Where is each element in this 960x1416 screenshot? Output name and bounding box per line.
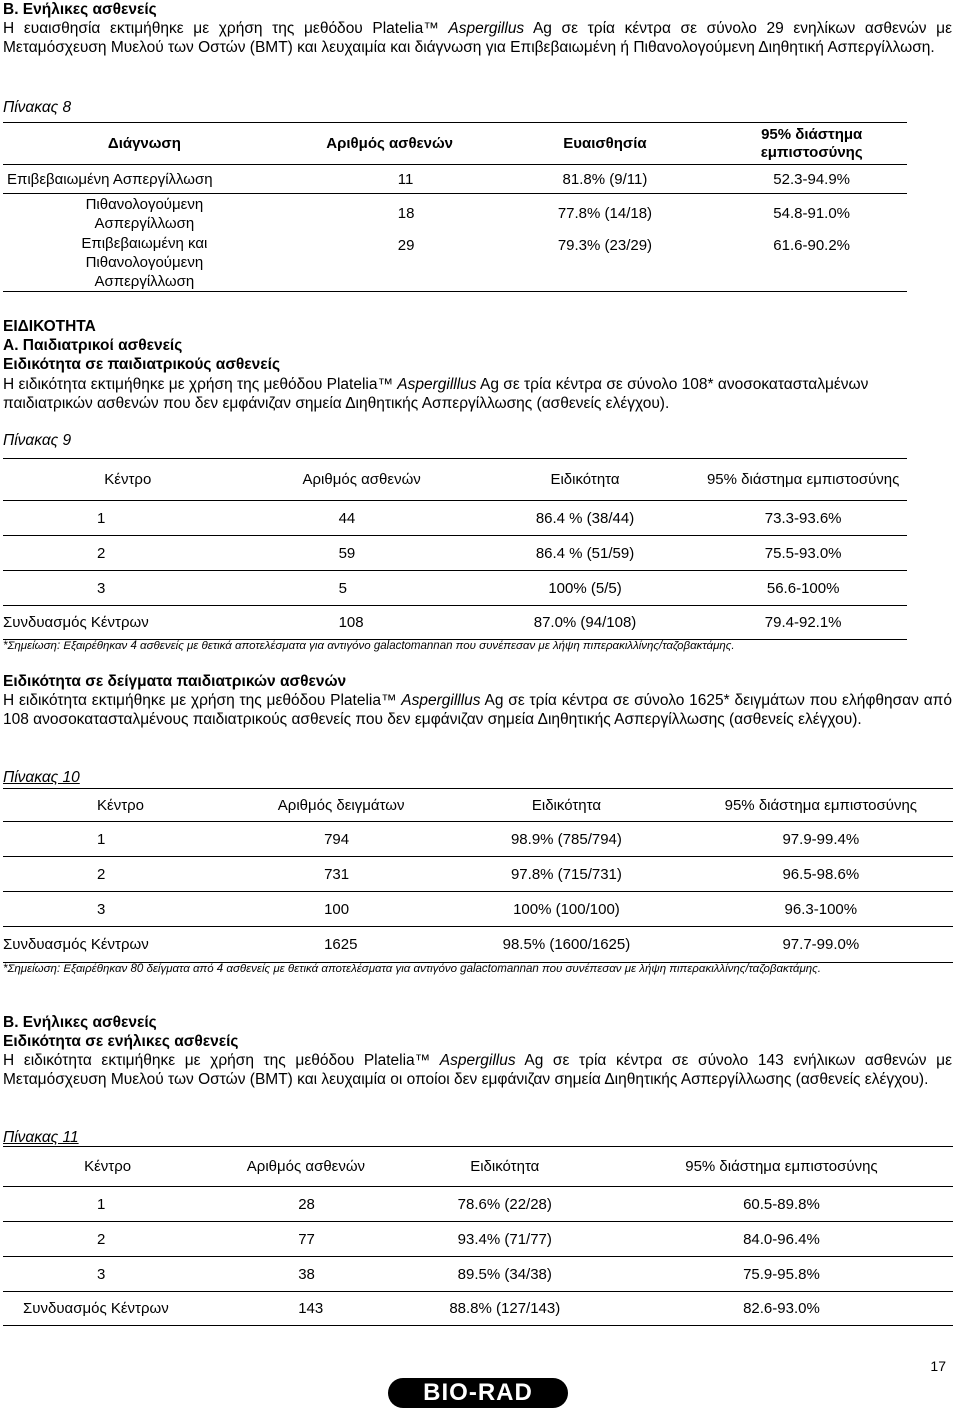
table8-header-cell: Διάγνωση bbox=[107, 135, 181, 152]
table10-cell: 1625 bbox=[324, 936, 358, 953]
table11-cell: 88.8% (127/143) bbox=[449, 1300, 561, 1317]
table10-cell: 97.7-99.0% bbox=[782, 936, 860, 953]
table11-cell: 143 bbox=[298, 1300, 324, 1317]
table8-header-cell: 95% διάστημα εμπιστοσύνης bbox=[760, 125, 863, 161]
table10-cell: 96.5-98.6% bbox=[782, 865, 860, 883]
intro-paragraph: Η ευαισθησία εκτιμήθηκε με χρήση της μεθόδου Platelia™ Aspergillus Ag σε τρία κέντρα σε σύνολο 29 ενηλίκων ασθενών με Μεταμόσχευση Μυελού των Οστών (BMT) και λευχαιμία και διάγνωση για Επιβεβαιωμένη ή Πιθανολογούμενη Διηθητική Ασπεργίλλωση. bbox=[3, 20, 952, 56]
table8-cell: 18 bbox=[397, 205, 415, 223]
table8-cell: 79.3% (23/29) bbox=[557, 236, 653, 254]
table10-cell: Συνδυασμός Κέντρων bbox=[3, 936, 149, 953]
table11-cell: 93.4% (71/77) bbox=[457, 1230, 552, 1248]
table-row bbox=[3, 892, 953, 927]
adult-specificity-heading: Ειδικότητα σε ενήλικες ασθενείς bbox=[3, 1033, 239, 1050]
table-row bbox=[3, 501, 907, 536]
table-row bbox=[3, 165, 907, 194]
table-row bbox=[3, 822, 953, 857]
table9-cell: 86.4 % (38/44) bbox=[535, 509, 635, 527]
table11-header-row bbox=[3, 1147, 953, 1187]
table8-cell: 11 bbox=[397, 170, 414, 188]
table8-cell: 54.8-91.0% bbox=[773, 205, 851, 223]
table11-cell: 2 bbox=[97, 1230, 106, 1248]
table9-cell: 73.3-93.6% bbox=[764, 509, 842, 527]
table10-cell: 794 bbox=[324, 830, 350, 848]
table-row bbox=[3, 1257, 953, 1292]
table10-cell: 100 bbox=[324, 900, 350, 918]
table9-header-cell: Κέντρο bbox=[104, 471, 152, 488]
table9-cell: 44 bbox=[338, 509, 356, 527]
table11-header-cell: Αριθμός ασθενών bbox=[246, 1158, 366, 1175]
table9-note: *Σημείωση: Εξαιρέθηκαν 4 ασθενείς με θετικά αποτελέσματα για αντιγόνο galactomannan που συνέπεσαν με λήψη πιπερακιλλίνης/ταζοβακτάμης. bbox=[3, 640, 735, 652]
table9-header-row bbox=[3, 459, 907, 501]
table10-header-cell: Ειδικότητα bbox=[531, 796, 601, 814]
table10-cell: 96.3-100% bbox=[784, 900, 858, 918]
table9-cell: 1 bbox=[97, 509, 106, 527]
table10-cell: 98.9% (785/794) bbox=[510, 830, 622, 848]
table11-cell: 77 bbox=[298, 1230, 315, 1248]
table10 bbox=[3, 788, 953, 963]
table9-cell: 79.4-92.1% bbox=[764, 614, 842, 631]
table9-cell: 75.5-93.0% bbox=[764, 544, 842, 562]
table11 bbox=[3, 1146, 953, 1326]
table-row bbox=[3, 1222, 953, 1257]
samples-paragraph: Η ειδικότητα εκτιμήθηκε με χρήση της μεθόδου Platelia™ Aspergilllus Ag σε τρία κέντρα σε σύνολο 1625* δειγμάτων που ελήφθησαν από 108 ανοσοκατασταλμένους παιδιατρικούς ασθενείς που δεν εμφάνιζαν σημεία Διηθητικής Ασπεργίλλωσης (ασθενείς ελέγχου). bbox=[3, 692, 952, 728]
specificity-heading: ΕΙΔΙΚΟΤΗΤΑ bbox=[3, 318, 96, 335]
table11-header-cell: Κέντρο bbox=[84, 1158, 132, 1175]
table-row bbox=[3, 194, 907, 234]
table11-cell: 75.9-95.8% bbox=[743, 1265, 820, 1283]
table8-header-cell: Αριθμός ασθενών bbox=[326, 135, 454, 152]
table11-header-cell: 95% διάστημα εμπιστοσύνης bbox=[685, 1157, 878, 1175]
table11-cell: 78.6% (22/28) bbox=[457, 1195, 552, 1213]
table8-cell: 77.8% (14/18) bbox=[557, 205, 653, 223]
table10-cell: 1 bbox=[97, 830, 106, 848]
section-b2-heading: Β. Ενήλικες ασθενείς bbox=[3, 1014, 157, 1031]
table8-cell: 61.6-90.2% bbox=[773, 236, 851, 254]
table10-note: *Σημείωση: Εξαιρέθηκαν 80 δείγματα από 4 ασθενείς με θετικά αποτελέσματα για αντιγόνο galactomannan που συνέπεσαν με λήψη πιπερακιλλίνης/ταζοβακτάμης. bbox=[3, 963, 821, 975]
table10-cell: 731 bbox=[324, 865, 350, 883]
table9-cell: 108 bbox=[338, 614, 364, 631]
table8-header-row bbox=[3, 123, 907, 165]
table9-header-cell: Αριθμός ασθενών bbox=[302, 471, 421, 488]
table10-header-cell: Κέντρο bbox=[97, 796, 145, 814]
table9-cell: 3 bbox=[97, 579, 106, 597]
table9-cell: 56.6-100% bbox=[766, 579, 840, 597]
page-number: 17 bbox=[930, 1358, 946, 1374]
table9-cell: 86.4 % (51/59) bbox=[535, 544, 635, 562]
table10-cell: 3 bbox=[97, 900, 106, 918]
bio-rad-logo: BIO-RAD bbox=[388, 1378, 568, 1408]
table8-header-cell: Ευαισθησία bbox=[563, 135, 647, 152]
table9-cell: 100% (5/5) bbox=[548, 579, 622, 597]
table8-cell: Επιβεβαιωμένη και Πιθανολογούμενη Ασπεργίλλωση bbox=[81, 234, 208, 290]
table9-header-cell: 95% διάστημα εμπιστοσύνης bbox=[706, 470, 900, 488]
table11-caption: Πίνακας 11 bbox=[3, 1129, 79, 1146]
table8-cell: 81.8% (9/11) bbox=[562, 170, 648, 188]
table-row bbox=[3, 1292, 953, 1326]
table11-cell: 28 bbox=[298, 1195, 315, 1213]
section-b-heading: Β. Ενήλικες ασθενείς bbox=[3, 1, 157, 18]
table9-cell: 59 bbox=[338, 544, 356, 562]
table9 bbox=[3, 458, 907, 640]
table10-header-cell: Αριθμός δειγμάτων bbox=[277, 796, 405, 814]
pediatric-specificity-heading: Ειδικότητα σε παιδιατρικούς ασθενείς bbox=[3, 356, 281, 373]
table11-cell: Συνδυασμός Κέντρων bbox=[23, 1300, 169, 1317]
table9-caption: Πίνακας 9 bbox=[3, 432, 72, 449]
table-row bbox=[3, 927, 953, 963]
table10-cell: 100% (100/100) bbox=[513, 900, 620, 918]
table9-header-cell: Ειδικότητα bbox=[550, 471, 620, 488]
table8-cell: Επιβεβαιωμένη Ασπεργίλλωση bbox=[7, 170, 213, 188]
table8 bbox=[3, 122, 907, 292]
table10-caption: Πίνακας 10 bbox=[3, 769, 80, 786]
pediatric-paragraph: Η ειδικότητα εκτιμήθηκε με χρήση της μεθόδου Platelia™ Aspergilllus Ag σε τρία κέντρα σε σύνολο 108* ανοσοκατασταλμένων παιδιατρικών ασθενών που δεν εμφάνιζαν σημεία Διηθητικής Ασπεργίλλωσης (ασθενείς ελέγχου). bbox=[3, 376, 869, 412]
table8-caption: Πίνακας 8 bbox=[3, 99, 72, 116]
table11-cell: 82.6-93.0% bbox=[743, 1300, 820, 1317]
table9-cell: 87.0% (94/108) bbox=[533, 614, 637, 631]
section-a-heading: Α. Παιδιατρικοί ασθενείς bbox=[3, 337, 183, 354]
table10-cell: 97.8% (715/731) bbox=[510, 865, 622, 883]
table-row bbox=[3, 1187, 953, 1222]
table-row bbox=[3, 536, 907, 571]
table8-cell: 29 bbox=[397, 236, 415, 254]
table9-cell: 2 bbox=[97, 544, 106, 562]
table11-cell: 1 bbox=[97, 1195, 106, 1213]
table-row bbox=[3, 234, 907, 292]
table9-cell: 5 bbox=[338, 579, 347, 597]
table10-header-cell: 95% διάστημα εμπιστοσύνης bbox=[724, 796, 918, 814]
table11-header-cell: Ειδικότητα bbox=[470, 1158, 540, 1175]
table8-cell: 52.3-94.9% bbox=[773, 170, 851, 188]
table10-header-row bbox=[3, 789, 953, 822]
table-row bbox=[3, 571, 907, 606]
samples-specificity-heading: Ειδικότητα σε δείγματα παιδιατρικών ασθενών bbox=[3, 673, 347, 690]
table11-cell: 89.5% (34/38) bbox=[457, 1265, 552, 1283]
table8-cell: Πιθανολογούμενη Ασπεργίλλωση bbox=[85, 195, 204, 232]
table11-cell: 84.0-96.4% bbox=[743, 1230, 820, 1248]
table10-cell: 98.5% (1600/1625) bbox=[502, 936, 631, 953]
table11-cell: 60.5-89.8% bbox=[743, 1195, 820, 1213]
table10-cell: 2 bbox=[97, 865, 106, 883]
table-row bbox=[3, 606, 907, 640]
table11-cell: 38 bbox=[298, 1265, 315, 1283]
table11-cell: 3 bbox=[97, 1265, 106, 1283]
table10-cell: 97.9-99.4% bbox=[782, 830, 860, 848]
table9-cell: Συνδυασμός Κέντρων bbox=[3, 614, 149, 631]
table-row bbox=[3, 857, 953, 892]
adult-paragraph: Η ειδικότητα εκτιμήθηκε με χρήση της μεθόδου Platelia™ Aspergillus Ag σε τρία κέντρα σε σύνολο 143 ενήλικων ασθενών με Μεταμόσχευση Μυελού των Οστών (BMT) και λευχαιμία οι οποίοι δεν εμφάνιζαν σημεία Διηθητικής Ασπεργίλλωσης (ασθενείς ελέγχου). bbox=[3, 1052, 952, 1088]
